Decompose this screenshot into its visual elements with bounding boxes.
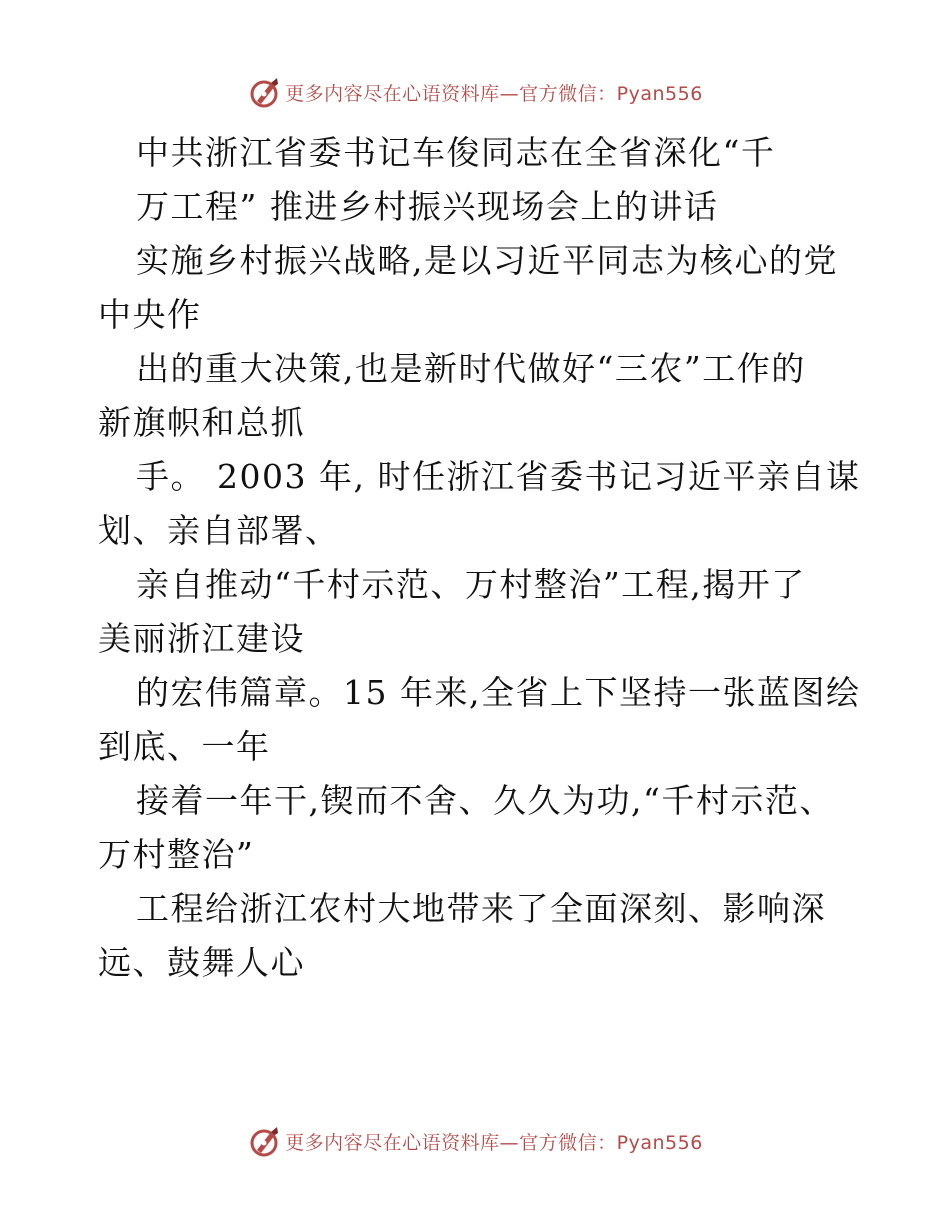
body-text-line: 划、亲自部署、 — [98, 511, 340, 550]
document-title-line-1: 中共浙江省委书记车俊同志在全省深化“千 — [136, 133, 776, 172]
body-text-line: 实施乡村振兴战略,是以习近平同志为核心的党 — [136, 241, 838, 280]
body-text-line: 到底、一年 — [98, 727, 271, 766]
body-text-line: 出的重大决策,也是新时代做好“三农”工作的 — [136, 349, 806, 388]
document-title-line-2: 万工程” 推进乡村振兴现场会上的讲话 — [136, 187, 719, 226]
footer-watermark-banner — [0, 1121, 950, 1161]
document-body — [98, 126, 861, 990]
watermark-text: 更多内容尽在心语资料库—官方微信：Pyan556 — [285, 1131, 703, 1154]
body-text-line: 工程给浙江农村大地带来了全面深刻、影响深 — [136, 889, 826, 928]
body-text-line: 新旗帜和总抓 — [98, 403, 305, 442]
body-text-line: 中央作 — [98, 295, 202, 334]
body-text-line: 手。 2003 年, 时任浙江省委书记习近平亲自谋 — [136, 457, 861, 496]
body-text-line: 万村整治” — [98, 835, 255, 874]
body-text-line: 的宏伟篇章。15 年来,全省上下坚持一张蓝图绘 — [136, 673, 861, 712]
pen-nib-circle-icon — [247, 75, 281, 109]
body-text-line: 接着一年干,锲而不舍、久久为功,“千村示范、 — [136, 781, 834, 820]
watermark-text: 更多内容尽在心语资料库—官方微信：Pyan556 — [285, 82, 703, 105]
body-text-line: 美丽浙江建设 — [98, 619, 305, 658]
body-text-line: 亲自推动“千村示范、万村整治”工程,揭开了 — [136, 565, 806, 604]
paragraph-lines — [98, 234, 861, 990]
header-watermark-banner — [0, 72, 950, 112]
body-text-line: 远、鼓舞人心 — [98, 943, 305, 982]
pen-nib-circle-icon — [247, 1124, 281, 1158]
